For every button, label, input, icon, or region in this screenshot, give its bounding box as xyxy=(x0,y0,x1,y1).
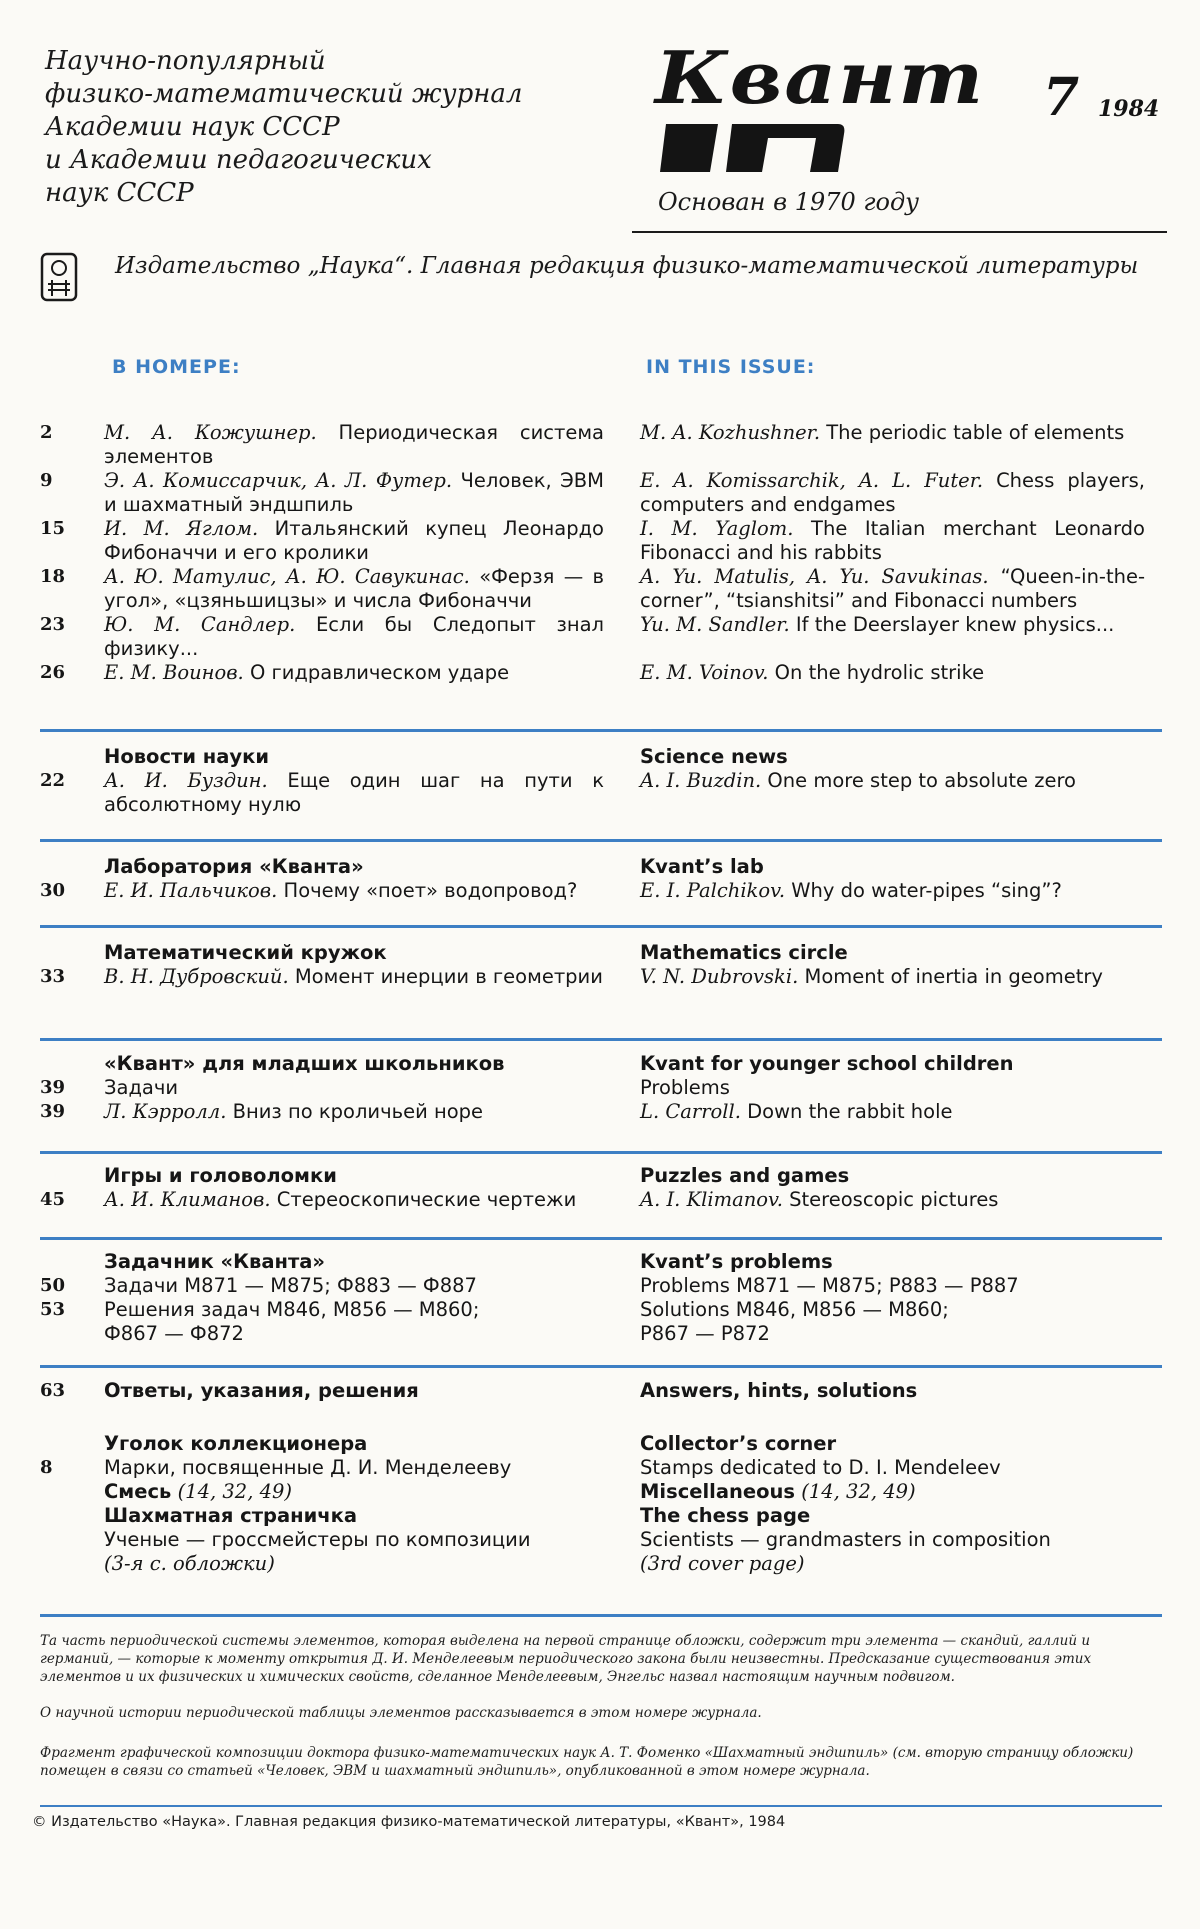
toc-group-science-news xyxy=(0,745,1200,817)
title-en: Scientists — grandmasters in composition xyxy=(640,1528,1051,1551)
entry-en xyxy=(640,565,1145,613)
section-divider xyxy=(40,1038,1162,1041)
toc-entry[interactable] xyxy=(0,613,1200,661)
toc-group-math-circle xyxy=(0,941,1200,989)
section-title-ru: Игры и головоломки xyxy=(104,1164,337,1187)
author-ru: В. Н. Дубровский. xyxy=(104,965,289,988)
entry-ru xyxy=(104,1298,524,1346)
toc-entry[interactable] xyxy=(0,1528,1200,1552)
author-ru: Л. Кэрролл. xyxy=(104,1100,227,1123)
title-ru: Итальянский купец Леонардо Фибоначчи и его кролики xyxy=(104,517,604,564)
publisher-line: Издательство „Наука“. Главная редакция физико-математической литературы xyxy=(115,253,1139,279)
entry-en xyxy=(640,421,1145,445)
copyright-line: © Издательство «Наука». Главная редакция физико-математической литературы, «Квант», 1984 xyxy=(32,1814,786,1830)
page-number: 8 xyxy=(40,1457,53,1478)
toc-entry[interactable] xyxy=(0,1100,1200,1124)
page-number: 2 xyxy=(40,422,53,443)
toc-entry[interactable] xyxy=(0,1480,1200,1504)
section-title-ru: Уголок коллекционера xyxy=(104,1432,368,1455)
subtitle-line: физико-математический журнал xyxy=(45,79,523,109)
misc-title-ru: Смесь xyxy=(104,1480,172,1503)
author-ru: А. И. Буздин. xyxy=(104,769,268,792)
toc-entry[interactable] xyxy=(0,1188,1200,1212)
author-ru: А. Ю. Матулис, А. Ю. Савукинас. xyxy=(104,565,470,588)
toc-entry xyxy=(0,1552,1200,1576)
issue-year: 1984 xyxy=(1098,96,1160,122)
toc-group-problems xyxy=(0,1250,1200,1346)
section-heading-row xyxy=(0,1432,1200,1456)
section-heading-row xyxy=(0,855,1200,879)
toc-group-answers xyxy=(0,1379,1200,1403)
title-ru: Марки, посвященные Д. И. Менделееву xyxy=(104,1456,512,1479)
title-en: Solutions M846, M856 — M860; P867 — P872 xyxy=(640,1298,949,1345)
section-title-en: The chess page xyxy=(640,1504,811,1527)
section-title-ru: «Квант» для младших школьников xyxy=(104,1052,505,1075)
entry-en xyxy=(640,517,1145,565)
title-en: Chess players, computers and endgames xyxy=(640,469,1145,516)
section-divider xyxy=(40,1151,1162,1154)
entry-ru xyxy=(104,1076,604,1100)
entry-ru xyxy=(104,613,604,661)
section-title-ru: Задачник «Кванта» xyxy=(104,1250,326,1273)
section-heading-row xyxy=(0,941,1200,965)
toc-entry[interactable] xyxy=(0,1076,1200,1100)
author-en: I. M. Yaglom. xyxy=(640,517,794,540)
entry-ru xyxy=(104,421,604,469)
journal-logo: Квант xyxy=(655,35,986,121)
page-number: 18 xyxy=(40,566,66,587)
title-ru: Стереоскопические чертежи xyxy=(276,1188,577,1211)
section-divider xyxy=(40,1365,1162,1368)
page-number: 26 xyxy=(40,662,66,683)
entry-en xyxy=(640,1480,1145,1504)
entry-ru xyxy=(104,565,604,613)
page-number: 15 xyxy=(40,518,66,539)
section-divider xyxy=(40,925,1162,928)
section-heading-row xyxy=(0,1052,1200,1076)
title-en: One more step to absolute zero xyxy=(767,769,1076,792)
title-ru: Если бы Следопыт знал физику... xyxy=(104,613,604,660)
entry-ru xyxy=(104,1480,604,1504)
history-note: О научной истории периодической таблицы элементов рассказывается в этом номере журнала. xyxy=(40,1705,762,1721)
author-ru: И. М. Яглом. xyxy=(104,517,259,540)
author-ru: Е. И. Пальчиков. xyxy=(104,879,278,902)
entry-ru xyxy=(104,769,604,817)
section-divider xyxy=(40,1237,1162,1240)
author-en: E. A. Komissarchik, A. L. Futer. xyxy=(640,469,984,492)
entry-en xyxy=(640,1188,1145,1212)
section-title-en: Kvant for younger school children xyxy=(640,1052,1014,1075)
header-divider xyxy=(632,231,1167,233)
toc-group-lab xyxy=(0,855,1200,903)
entry-ru xyxy=(104,517,604,565)
publisher-emblem-icon xyxy=(40,252,78,302)
author-en: E. I. Palchikov. xyxy=(640,879,786,902)
page-number: 39 xyxy=(40,1101,66,1122)
title-ru: Еще один шаг на пути к абсолютному нулю xyxy=(104,769,604,816)
section-title-en: Science news xyxy=(640,745,788,768)
title-en: Stamps dedicated to D. I. Mendeleev xyxy=(640,1456,1001,1479)
founded-note: Основан в 1970 году xyxy=(658,188,920,216)
entry-en xyxy=(640,769,1145,793)
author-en: V. N. Dubrovski. xyxy=(640,965,799,988)
misc-title-en: Miscellaneous xyxy=(640,1480,796,1503)
title-ru: О гидравлическом ударе xyxy=(249,661,510,684)
entry-ru xyxy=(104,1274,604,1298)
section-heading-row xyxy=(0,745,1200,769)
logo-shape-icon xyxy=(660,120,845,176)
section-heading-row xyxy=(0,1164,1200,1188)
subtitle-line: и Академии педагогических xyxy=(45,145,432,175)
toc-entry[interactable] xyxy=(0,965,1200,989)
entry-ru xyxy=(104,661,604,685)
entry-ru xyxy=(104,469,604,517)
page-number: 45 xyxy=(40,1189,66,1210)
section-title-en: Kvant’s problems xyxy=(640,1250,833,1273)
toc-entry[interactable] xyxy=(0,769,1200,817)
toc-entry[interactable] xyxy=(0,1456,1200,1480)
section-title-en: Kvant’s lab xyxy=(640,855,764,878)
section-title-ru: Ответы, указания, решения xyxy=(104,1379,419,1402)
title-en: “Queen-in-the-corner”, “tsianshitsi” and Fibonacci numbers xyxy=(640,565,1145,612)
section-heading-row xyxy=(0,1504,1200,1528)
author-en: M. A. Kozhushner. xyxy=(640,421,821,444)
section-title-en: Collector’s corner xyxy=(640,1432,837,1455)
entry-ru xyxy=(104,965,604,989)
section-heading-row xyxy=(0,1250,1200,1274)
section-title-en: Answers, hints, solutions xyxy=(640,1379,918,1402)
entry-ru xyxy=(104,1188,604,1212)
entry-en xyxy=(640,469,1145,517)
section-title-en: Puzzles and games xyxy=(640,1164,850,1187)
entry-en xyxy=(640,1076,1145,1100)
author-ru: М. А. Кожушнер. xyxy=(104,421,317,444)
toc-entry[interactable] xyxy=(0,1298,1200,1346)
author-en: A. I. Buzdin. xyxy=(640,769,762,792)
title-ru: Момент инерции в геометрии xyxy=(294,965,603,988)
title-ru: Решения задач М846, М856 — М860; Ф867 — Ф872 xyxy=(104,1298,480,1345)
page-number: 33 xyxy=(40,966,66,987)
chess-pages-ru: (3-я с. обложки) xyxy=(104,1552,275,1575)
title-ru: Человек, ЭВМ и шахматный эндшпиль xyxy=(104,469,604,516)
title-en: The periodic table of elements xyxy=(826,421,1125,444)
entry-en xyxy=(640,613,1145,637)
page-number: 63 xyxy=(40,1380,66,1401)
author-en: Yu. M. Sandler. xyxy=(640,613,790,636)
toc-entry[interactable] xyxy=(0,469,1200,517)
author-ru: А. И. Климанов. xyxy=(104,1188,271,1211)
entry-en xyxy=(640,965,1145,989)
page-number: 30 xyxy=(40,880,66,901)
author-ru: Е. М. Воинов. xyxy=(104,661,244,684)
cover-note: Та часть периодической системы элементов, которая выделена на первой странице обложки, содержит три элемента — скандий, галлий и германий, — которые к моменту открытия Д. И. Менделеевым периодического закона были неизвестны. Предсказание существования этих элементов и их физических и химических свойств, сделанное Менделеевым, Энгельс назвал настоящим научным подвигом. xyxy=(40,1633,1092,1685)
author-en: A. Yu. Matulis, A. Yu. Savukinas. xyxy=(640,565,989,588)
title-en: Down the rabbit hole xyxy=(747,1100,953,1123)
author-ru: Ю. М. Сандлер. xyxy=(104,613,296,636)
title-ru: Задачи xyxy=(104,1076,179,1099)
misc-pages-ru: (14, 32, 49) xyxy=(177,1480,293,1503)
chess-pages-en: (3rd cover page) xyxy=(640,1552,805,1575)
title-ru: Ученые — гроссмейстеры по композиции xyxy=(104,1528,531,1551)
author-en: E. M. Voinov. xyxy=(640,661,769,684)
entry-ru xyxy=(104,879,604,903)
misc-pages-en: (14, 32, 49) xyxy=(801,1480,916,1503)
toc-group-collector xyxy=(0,1432,1200,1576)
entry-ru xyxy=(104,1100,604,1124)
title-en: On the hydrolic strike xyxy=(774,661,985,684)
entry-en xyxy=(640,879,1145,903)
issue-number: 7 xyxy=(1043,67,1080,128)
toc-entry[interactable] xyxy=(0,421,1200,469)
journal-subtitle xyxy=(45,45,605,210)
page-number: 53 xyxy=(40,1299,66,1320)
subtitle-line: Научно-популярный xyxy=(45,46,326,76)
toc-heading-en: IN THIS ISSUE: xyxy=(646,356,816,378)
section-divider xyxy=(40,839,1162,842)
title-ru: Почему «поет» водопровод? xyxy=(283,879,578,902)
title-ru: Задачи М871 — М875; Ф883 — Ф887 xyxy=(104,1274,477,1297)
title-en: Problems M871 — M875; P883 — P887 xyxy=(640,1274,1019,1297)
title-en: Why do water-pipes “sing”? xyxy=(791,879,1062,902)
section-title-ru: Шахматная страничка xyxy=(104,1504,358,1527)
subtitle-line: Академии наук СССР xyxy=(45,112,340,142)
fomenko-note: Фрагмент графической композиции доктора физико-математических наук А. Т. Фоменко «Шахматный эндшпиль» (см. вторую страницу обложки) помещен в связи со статьей «Человек, ЭВМ и шахматный эндшпиль», опубликованной в этом номере журнала. xyxy=(40,1745,1134,1779)
section-title-ru: Математический кружок xyxy=(104,941,387,964)
toc-entry[interactable] xyxy=(0,661,1200,685)
toc-group-younger xyxy=(0,1052,1200,1124)
title-ru: «Ферзя — в угол», «цзяньшицзы» и числа Фибоначчи xyxy=(104,565,604,612)
toc-heading-ru: В НОМЕРЕ: xyxy=(112,356,241,378)
toc-entry[interactable] xyxy=(0,1274,1200,1298)
entry-en xyxy=(640,1298,1000,1346)
title-en: Problems xyxy=(640,1076,730,1099)
toc-entry[interactable] xyxy=(0,879,1200,903)
section-divider xyxy=(40,729,1162,732)
author-en: L. Carroll. xyxy=(640,1100,741,1123)
section-title-ru: Новости науки xyxy=(104,745,270,768)
page-number: 50 xyxy=(40,1275,66,1296)
toc-group-articles xyxy=(0,421,1200,685)
entry-en xyxy=(640,661,1145,685)
toc-entry[interactable] xyxy=(0,565,1200,613)
toc-entry[interactable] xyxy=(0,517,1200,565)
title-en: Moment of inertia in geometry xyxy=(804,965,1103,988)
section-divider xyxy=(40,1614,1162,1617)
title-en: If the Deerslayer knew physics... xyxy=(795,613,1115,636)
author-en: A. I. Klimanov. xyxy=(640,1188,783,1211)
footer-divider xyxy=(40,1805,1162,1807)
title-en: Stereoscopic pictures xyxy=(789,1188,999,1211)
title-ru: Вниз по кроличьей норе xyxy=(232,1100,484,1123)
page-number: 23 xyxy=(40,614,66,635)
page-number: 9 xyxy=(40,470,53,491)
entry-en xyxy=(640,1274,1145,1298)
page-number: 39 xyxy=(40,1077,66,1098)
author-ru: Э. А. Комиссарчик, А. Л. Футер. xyxy=(104,469,453,492)
section-title-ru: Лаборатория «Кванта» xyxy=(104,855,364,878)
entry-en xyxy=(640,1100,1145,1124)
title-en: The Italian merchant Leonardo Fibonacci and his rabbits xyxy=(640,517,1145,564)
toc-entry[interactable] xyxy=(0,1379,1200,1403)
title-ru: Периодическая система элементов xyxy=(104,421,605,468)
subtitle-line: наук СССР xyxy=(45,178,194,208)
section-title-en: Mathematics circle xyxy=(640,941,848,964)
page-number: 22 xyxy=(40,770,66,791)
toc-group-puzzles xyxy=(0,1164,1200,1212)
